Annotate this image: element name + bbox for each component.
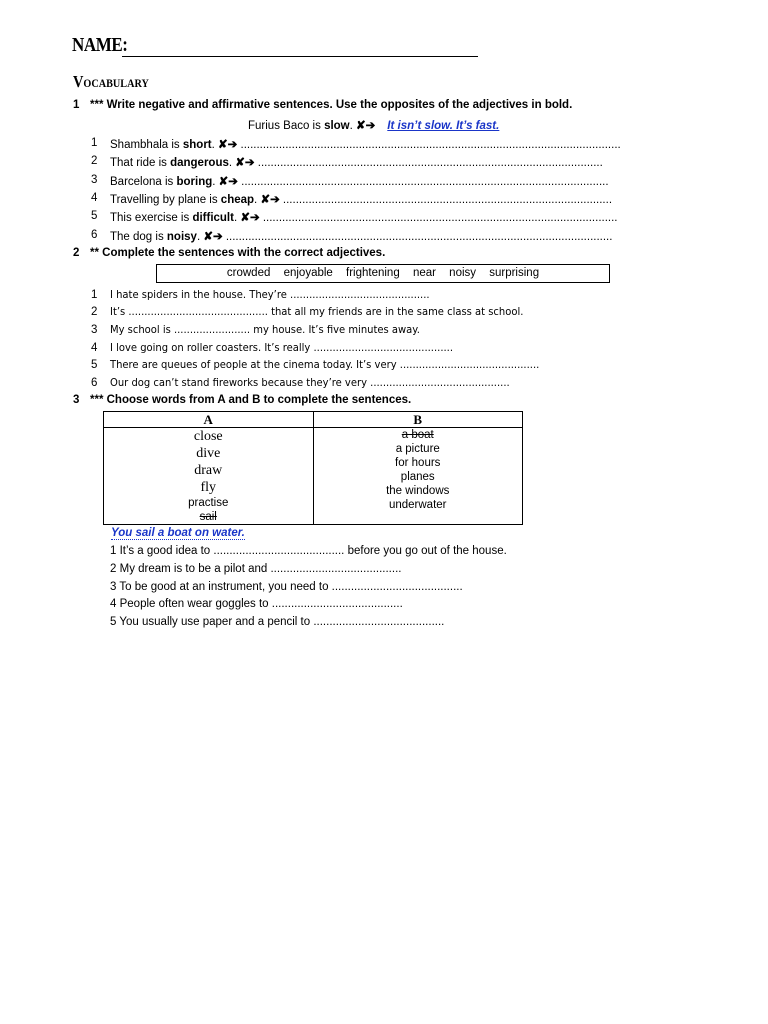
cross-arrow-icon: ✘➔ [356, 120, 376, 132]
item-bold: difficult [192, 212, 234, 224]
item-text[interactable]: My dream is to be a pilot and ......................................... [119, 563, 402, 575]
ex2-item-number: 4 [91, 342, 98, 354]
ex1-item-number: 6 [91, 229, 98, 241]
word-table [103, 411, 523, 525]
cross-arrow-icon: ✘➔ [235, 157, 255, 169]
item-suffix: . [212, 176, 219, 188]
ex2-item[interactable]: It’s ............................................ that all my friends are in the same class at school. [110, 306, 524, 318]
ex1-item-number: 5 [91, 210, 98, 222]
cross-arrow-icon: ✘➔ [218, 176, 238, 188]
example-prefix: Furius Baco is [248, 120, 325, 132]
exercise-1-example [248, 118, 499, 132]
ex1-item-number: 4 [91, 192, 98, 204]
item-bold: boring [176, 176, 213, 188]
item-prefix: Barcelona is [110, 176, 177, 188]
ex2-item-number: 6 [91, 377, 98, 389]
ex3-item[interactable] [110, 545, 507, 557]
ex2-item[interactable]: My school is ........................ my house. It’s five minutes away. [110, 324, 420, 336]
cross-arrow-icon: ✘➔ [240, 212, 260, 224]
ex2-item[interactable]: I love going on roller coasters. It’s really ............................................ [110, 342, 454, 354]
item-suffix: . [254, 194, 261, 206]
item-number: 2 [110, 563, 117, 575]
example-suffix: . [349, 120, 357, 132]
exercise-2-instruction: ** Complete the sentences with the correct adjectives. [90, 247, 386, 259]
word-box [156, 264, 610, 283]
column-b [313, 428, 523, 525]
example-answer: It isn’t slow. It’s fast. [387, 120, 500, 132]
word-box-word: crowded [226, 267, 271, 279]
item-number: 1 [110, 545, 117, 557]
name-input-line[interactable] [122, 56, 478, 57]
ex3-item[interactable] [110, 581, 463, 593]
column-b-word: underwater [388, 499, 447, 511]
ex1-item[interactable] [110, 174, 609, 188]
ex2-item[interactable]: There are queues of people at the cinema today. It’s very ............................................ [110, 359, 540, 371]
exercise-2-number: 2 [73, 247, 80, 259]
ex1-item[interactable] [110, 155, 603, 169]
cross-arrow-icon: ✘➔ [203, 231, 223, 243]
column-b-header: B [313, 412, 523, 428]
column-b-word: a picture [395, 443, 440, 455]
item-bold: dangerous [170, 157, 229, 169]
column-a-header: A [104, 412, 314, 428]
word-box-word: frightening [346, 267, 400, 279]
item-bold: noisy [166, 231, 197, 243]
item-prefix: This exercise is [110, 212, 193, 224]
ex2-item-number: 5 [91, 359, 98, 371]
ex1-item-number: 2 [91, 155, 98, 167]
item-suffix: . [233, 212, 241, 224]
ex3-item[interactable] [110, 616, 444, 628]
example-bold: slow [324, 120, 350, 132]
cross-arrow-icon: ✘➔ [260, 194, 280, 206]
ex1-item[interactable] [110, 229, 612, 243]
item-prefix: Shambhala is [110, 139, 183, 151]
ex2-item[interactable]: I hate spiders in the house. They’re ............................................ [110, 289, 430, 301]
column-a [104, 428, 314, 525]
column-b-word: the windows [386, 485, 450, 497]
answer-blank[interactable]: ............................................................................................................ [257, 157, 603, 169]
item-number: 3 [110, 581, 117, 593]
ex1-item-number: 1 [91, 137, 98, 149]
item-prefix: That ride is [110, 157, 171, 169]
exercise-3-number: 3 [73, 394, 80, 406]
column-a-word: close [193, 429, 223, 444]
section-title: Vocabulary [73, 72, 149, 91]
ex1-item[interactable] [110, 192, 612, 206]
name-label: NAME: [72, 34, 128, 56]
item-text[interactable]: You usually use paper and a pencil to ......................................... [119, 616, 445, 628]
answer-blank[interactable]: ............................................................................................................... [262, 212, 618, 224]
ex2-item-number: 3 [91, 324, 98, 336]
column-a-word: dive [196, 446, 221, 461]
column-a-word: draw [194, 463, 223, 478]
item-bold: short [182, 139, 212, 151]
answer-blank[interactable]: ....................................................................................................................... [240, 139, 621, 151]
word-box-word: surprising [489, 267, 540, 279]
column-b-word-struck: a boat [401, 429, 434, 441]
item-prefix: The dog is [110, 231, 167, 243]
answer-blank[interactable]: ....................................................................................................... [282, 194, 613, 206]
item-text[interactable]: People often wear goggles to ......................................... [119, 598, 403, 610]
column-a-word: fly [200, 480, 217, 495]
ex3-item[interactable] [110, 563, 401, 575]
ex1-item-number: 3 [91, 174, 98, 186]
item-text[interactable]: To be good at an instrument, you need to ......................................... [119, 581, 463, 593]
cross-arrow-icon: ✘➔ [218, 139, 238, 151]
answer-blank[interactable]: ......................................................................................................................... [225, 231, 613, 243]
ex3-item[interactable] [110, 598, 403, 610]
word-box-word: enjoyable [283, 267, 333, 279]
column-a-word: practise [188, 497, 229, 509]
item-suffix: . [196, 231, 204, 243]
column-b-word: planes [400, 471, 435, 483]
exercise-1-instruction: *** Write negative and affirmative sentences. Use the opposites of the adjectives in bold. [90, 99, 573, 111]
answer-blank[interactable]: ................................................................................................................... [241, 176, 609, 188]
item-text[interactable]: It’s a good idea to ......................................... before you go out of the house. [119, 545, 507, 557]
ex1-item[interactable] [110, 210, 618, 224]
ex2-item-number: 1 [91, 289, 98, 301]
exercise-1-number: 1 [73, 99, 80, 111]
column-a-word-struck: sail [199, 511, 217, 523]
word-box-word: noisy [449, 267, 477, 279]
word-box-word: near [412, 267, 436, 279]
column-b-word: for hours [395, 457, 441, 469]
item-number: 5 [110, 616, 117, 628]
ex2-item[interactable]: Our dog can’t stand fireworks because they’re very ............................................ [110, 377, 510, 389]
exercise-3-instruction: *** Choose words from A and B to complete the sentences. [90, 394, 412, 406]
ex2-item-number: 2 [91, 306, 98, 318]
item-suffix: . [211, 139, 219, 151]
item-number: 4 [110, 598, 117, 610]
exercise-3-example: You sail a boat on water. [111, 527, 245, 539]
item-bold: cheap [220, 194, 255, 206]
item-prefix: Travelling by plane is [110, 194, 221, 206]
item-suffix: . [228, 157, 236, 169]
ex1-item[interactable] [110, 137, 621, 151]
